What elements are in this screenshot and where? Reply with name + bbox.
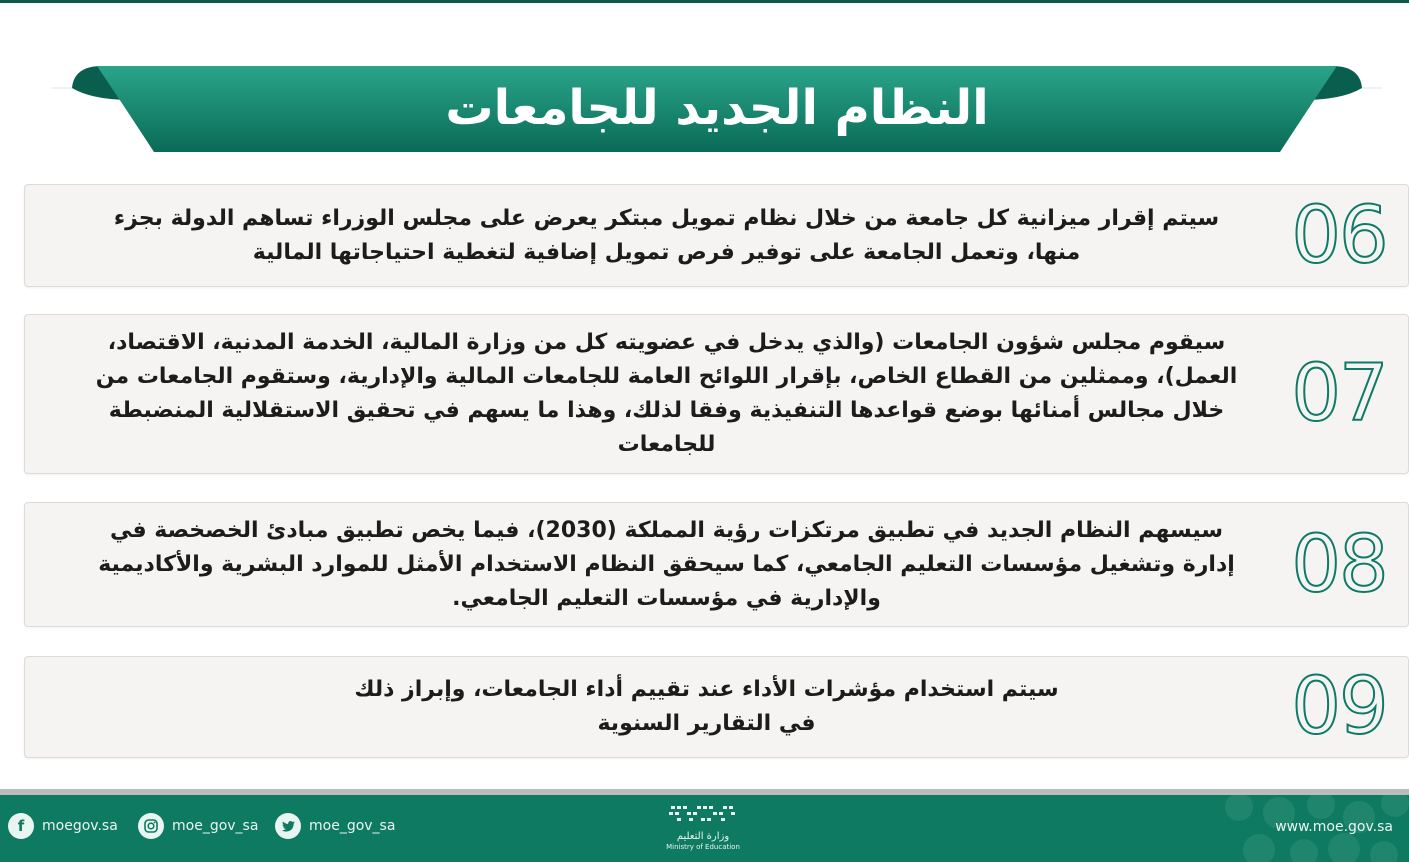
item-text: سيتم استخدام مؤشرات الأداء عند تقييم أداء الجامعات، وإبراز ذلك في التقارير السنوية (354, 677, 1059, 736)
ministry-name-ar: وزارة التعليم (676, 831, 730, 842)
top-border (0, 0, 1409, 3)
facebook-handle: moegov.sa (42, 818, 118, 834)
list-item (24, 502, 1409, 627)
item-text: سيقوم مجلس شؤون الجامعات (والذي يدخل في عضويته كل من وزارة المالية، الخدمة المدنية، الاقتصاد، العمل)، وممثلين من القطاع الخاص، بإقرار اللوائح العامة للجامعات المالية والإدارية، وستقوم الجامعات من خلال مجالس أمنائها بوضع قواعدها التنفيذية وفقا لذلك، وهذا ما يسهم في تحقيق الاستقلالية المنضبطة للجامعات (95, 330, 1238, 457)
facebook-icon: f (8, 813, 34, 839)
title-ribbon (52, 60, 1382, 156)
item-text: سيتم إقرار ميزانية كل جامعة من خلال نظام تمويل مبتكر يعرض على مجلس الوزراء تساهم الدولة بجزء منها، وتعمل الجامعة على توفير فرص تمويل إضافية لتغطية احتياجاتها المالية (113, 205, 1220, 265)
instagram-link[interactable] (138, 813, 258, 839)
footer (0, 795, 1409, 862)
ministry-logo-icon (667, 803, 739, 827)
twitter-link[interactable] (275, 813, 395, 839)
ministry-name-en: Ministry of Education (666, 843, 740, 851)
instagram-icon (138, 813, 164, 839)
list-item (24, 184, 1409, 287)
ministry-logo (663, 803, 743, 851)
item-number: 07 (1291, 349, 1387, 439)
item-number: 09 (1291, 662, 1387, 752)
instagram-handle: moe_gov_sa (172, 818, 259, 834)
website-link[interactable]: www.moe.gov.sa (1275, 819, 1393, 835)
item-number: 08 (1291, 519, 1387, 610)
page-title: النظام الجديد للجامعات (445, 80, 989, 136)
twitter-handle: moe_gov_sa (309, 818, 396, 834)
item-text: سيسهم النظام الجديد في تطبيق مرتكزات رؤية المملكة (2030)، فيما يخص تطبيق مبادئ الخصخصة في إدارة وتشغيل مؤسسات التعليم الجامعي، كما سيحقق النظام الاستخدام الأمثل للموارد البشرية والأكاديمية والإدارية في مؤسسات التعليم الجامعي. (98, 517, 1235, 611)
twitter-icon (275, 813, 301, 839)
list-item (24, 314, 1409, 474)
facebook-link[interactable] (8, 813, 118, 839)
item-number: 06 (1291, 190, 1387, 281)
list-item (24, 656, 1409, 758)
